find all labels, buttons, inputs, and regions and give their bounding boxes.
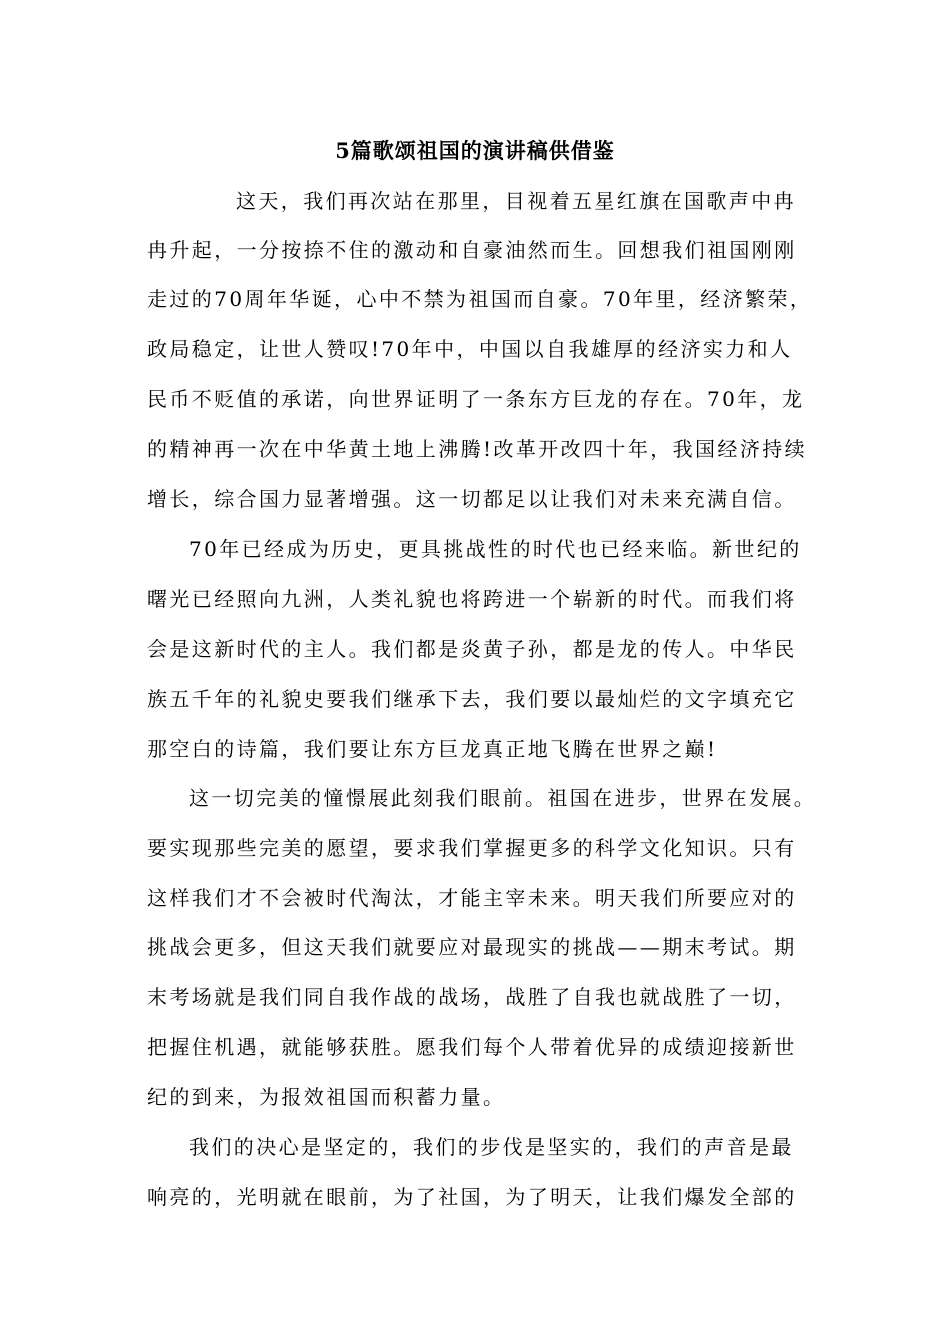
text-line: 挑战会更多，但这天我们就要应对最现实的挑战——期末考试。期 bbox=[147, 935, 797, 959]
text-line: 会是这新时代的主人。我们都是炎黄子孙，都是龙的传人。中华民 bbox=[147, 637, 797, 661]
text-line: 我们的决心是坚定的，我们的步伐是坚实的，我们的声音是最 bbox=[189, 1135, 794, 1159]
document-title: 5篇歌颂祖国的演讲稿供借鉴 bbox=[335, 138, 615, 163]
text-line: 这一切完美的憧憬展此刻我们眼前。祖国在进步，世界在发展。 bbox=[189, 786, 817, 810]
text-line: 族五千年的礼貌史要我们继承下去，我们要以最灿烂的文字填充它 bbox=[147, 687, 797, 711]
text-line: 的精神再一次在中华黄土地上沸腾!改革开改四十年，我国经济持续 bbox=[147, 437, 808, 461]
text-line: 政局稳定，让世人赞叹!70年中，中国以自我雄厚的经济实力和人 bbox=[147, 337, 793, 361]
text-line: 末考场就是我们同自我作战的战场，战胜了自我也就战胜了一切， bbox=[147, 985, 797, 1009]
text-line: 纪的到来，为报效祖国而积蓄力量。 bbox=[147, 1085, 506, 1109]
text-line: 要实现那些完美的愿望，要求我们掌握更多的科学文化知识。只有 bbox=[147, 836, 797, 860]
text-line: 把握住机遇，就能够获胜。愿我们每个人带着优异的成绩迎接新世 bbox=[147, 1035, 797, 1059]
text-line: 这样我们才不会被时代淘汰，才能主宰未来。明天我们所要应对的 bbox=[147, 886, 797, 910]
text-line: 响亮的，光明就在眼前，为了社国，为了明天，让我们爆发全部的 bbox=[147, 1185, 797, 1209]
text-line: 冉升起，一分按捺不住的激动和自豪油然而生。回想我们祖国刚刚 bbox=[147, 238, 797, 262]
text-line: 70年已经成为历史，更具挑战性的时代也已经来临。新世纪的 bbox=[189, 537, 802, 561]
text-line: 这天，我们再次站在那里，目视着五星红旗在国歌声中冉 bbox=[236, 189, 796, 213]
text-line: 走过的70周年华诞，心中不禁为祖国而自豪。70年里，经济繁荣， bbox=[147, 287, 813, 311]
text-line: 增长，综合国力显著增强。这一切都足以让我们对未来充满自信。 bbox=[147, 487, 797, 511]
text-line: 那空白的诗篇，我们要让东方巨龙真正地飞腾在世界之巅! bbox=[147, 737, 718, 761]
text-line: 民币不贬值的承诺，向世界证明了一条东方巨龙的存在。70年，龙 bbox=[147, 387, 805, 411]
text-line: 曙光已经照向九洲，人类礼貌也将跨进一个崭新的时代。而我们将 bbox=[147, 587, 797, 611]
